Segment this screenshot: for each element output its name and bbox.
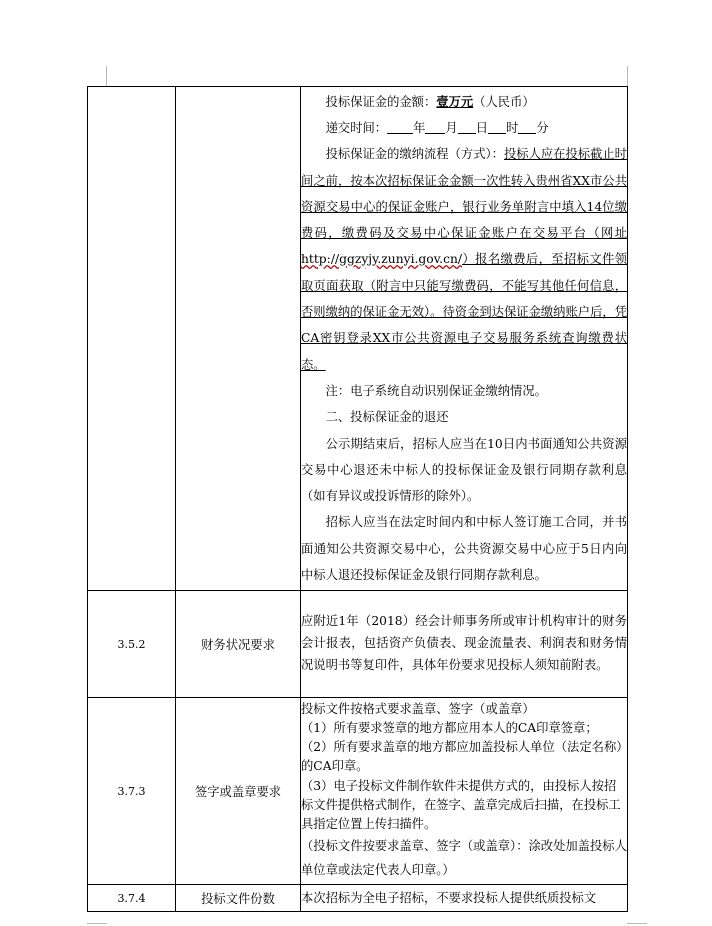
table-row-bid-deposit [88,87,628,591]
blank-minute [518,120,536,134]
crop-mark-bottom-right-h [627,923,647,924]
submit-time-line: 递交时间： 年 月 日 时 分 [325,120,549,135]
bid-notice-table [87,86,628,912]
blank-year [387,120,413,134]
deposit-note: 注：电子系统自动识别保证金缴纳情况。 [325,383,547,398]
row-number: 3.5.2 [88,591,176,698]
signature-line: （1）所有要求签章的地方都应用本人的CA印章签章； [301,720,598,735]
refund-heading: 二、投标保证金的退还 [325,410,449,425]
crop-mark-top-left-v [106,66,107,86]
copies-requirement-text: 本次招标为全电子招标，不要求投标人提供纸质投标文 [301,885,628,912]
deposit-content-cell [301,87,628,591]
row-label: 签字或盖章要求 [176,698,301,885]
row-label [176,87,301,591]
refund-paragraph-1: 公示期结束后，招标人应当在10日内书面通知公共资源交易中心退还未中标人的投标保证金及银行同期存款利息（如有异议或投诉情形的除外）。 [301,436,627,504]
blank-hour [488,120,506,134]
table-row-signature [88,698,628,885]
row-label: 投标文件份数 [176,885,301,912]
row-number: 3.7.3 [88,698,176,885]
signature-line: （3）电子投标文件制作软件未提供方式的，由投标人按招标文件提供格式制作，在签字、盖章完成后扫描，在投标工具指定位置上传扫描件。 [301,778,621,831]
signature-content-cell [301,698,628,885]
blank-month [425,120,445,134]
crop-mark-top-right-v [627,66,628,86]
signature-line: （2）所有要求盖章的地方都应加盖投标人单位（法定名称）的CA印章。 [301,740,623,774]
refund-paragraph-2: 招标人应当在法定时间内和中标人签订施工合同，并书面通知公共资源交易中心，公共资源交易中心应于5日内向中标人退还投标保证金及银行同期存款利息。 [301,515,627,583]
row-number [88,87,176,591]
financial-requirements-text: 应附近1年（2018）经会计师事务所或审计机构审计的财务会计报表，包括资产负债表、现金流量表、利润表和财务情况说明书等复印件，具体年份要求见投标人须知前附表。 [301,591,628,698]
row-label: 财务状况要求 [176,591,301,698]
deposit-process-paragraph: 投标保证金的缴纳流程（方式）：投标人应在投标截止时间之前，按本次招标保证金金额一次性转入贵州省XX市公共资源交易中心的保证金账户，银行业务单附言中填入14位缴费码，缴费码及交易中心保证金账户在交易平台（网址http://ggzyjy.zunyi.gov.cn/）报名缴费后，至招标文件领取页面获取（附言中只能写缴费码，不能写其他任何信息，否则缴纳的保证金无效）。待资金到达保证金缴纳账户后，凭CA密钥登录XX市公共资源电子交易服务系统查询缴费状态。 [301,147,627,372]
deposit-amount-value: 壹万元 [436,93,474,109]
table-row-financial [88,591,628,698]
row-number: 3.7.4 [88,885,176,912]
table-row-copies [88,885,628,912]
crop-mark-bottom-left-h [87,923,107,924]
signature-line: 投标文件按格式要求盖章、签字（或盖章） [301,701,535,716]
platform-url-link[interactable]: http://ggzyjy.zunyi.gov.cn/ [301,252,463,267]
deposit-amount-line: 投标保证金的金额：壹万元（人民币） [325,93,535,109]
blank-day [458,120,476,134]
signature-alteration-note: （投标文件按要求盖章、签字（或盖章）：涂改处加盖投标人单位章或法定代表人印章。） [301,839,627,878]
